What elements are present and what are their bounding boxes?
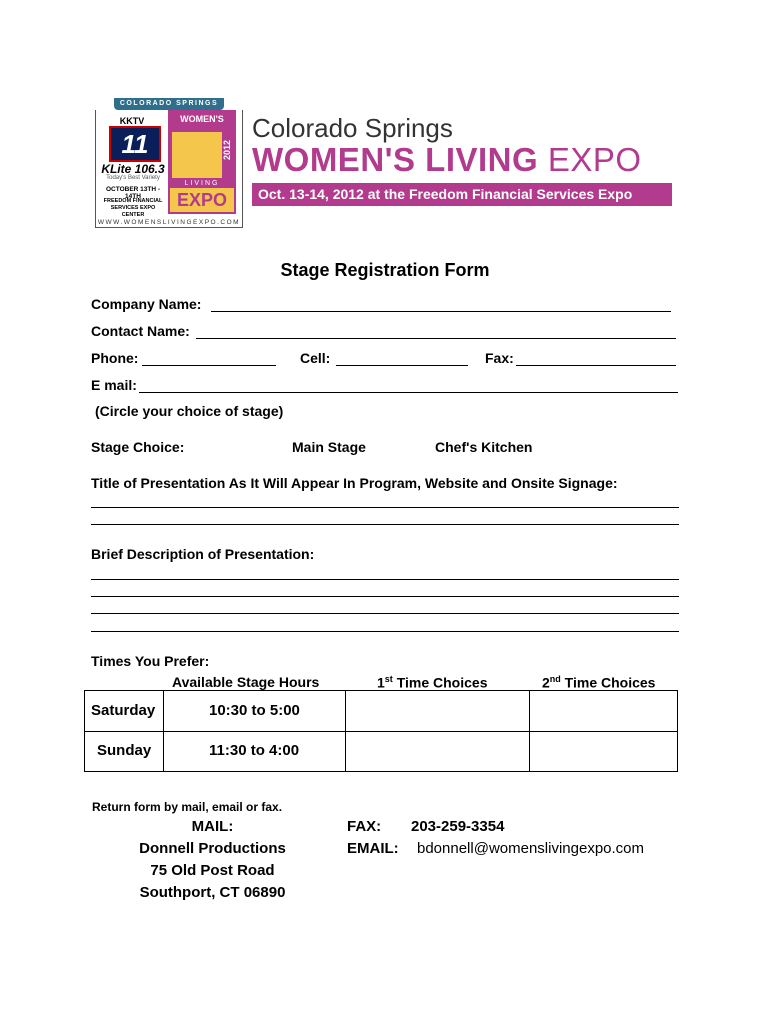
fax-field[interactable] [516,365,676,366]
logo-venue: FREEDOM FINANCIAL SERVICES EXPO CENTER [103,198,163,218]
logo-top-band: COLORADO SPRINGS [95,98,243,110]
mail-label: MAIL: [191,818,234,835]
table-divider [163,691,164,771]
saturday-first-choice-cell[interactable] [347,692,527,730]
presentation-title-line-2[interactable] [91,524,679,525]
times-table [84,690,678,772]
stage-option-chefs-kitchen[interactable]: Chef's Kitchen [435,439,533,455]
logo-expo-text: EXPO [170,188,234,212]
contact-name-label: Contact Name: [91,323,190,339]
email-contact-value[interactable]: bdonnell@womenslivingexpo.com [417,840,645,857]
description-line-3[interactable] [91,613,679,614]
stage-option-main[interactable]: Main Stage [292,439,366,455]
logo-website: WWW.WOMENSLIVINGEXPO.COM [97,219,241,226]
header-city: Colorado Springs [252,113,453,143]
logo-living-text: LIVING [184,180,220,187]
sunday-second-choice-cell[interactable] [531,733,677,771]
second-choice-header: 2nd Time Choices [542,674,656,691]
fax-contact-value: 203-259-3354 [411,818,505,835]
klite-logo-text: KLite 106.3 [101,162,165,176]
table-row-hours: 10:30 to 5:00 [209,702,300,719]
presentation-title-label: Title of Presentation As It Will Appear In Program, Website and Onsite Signage: [91,475,618,491]
klite-tagline: Today's Best Variety [106,175,160,181]
woman-silhouette-icon [172,132,222,178]
channel-11-logo: 11 [109,126,161,162]
description-line-2[interactable] [91,596,679,597]
return-note: Return form by mail, email or fax. [92,800,283,814]
table-row-day: Sunday [97,742,152,759]
header-title-thin: EXPO [538,141,642,178]
stage-choice-label: Stage Choice: [91,439,185,455]
contact-name-field[interactable] [196,338,676,339]
logo-year: 2012 [222,140,232,161]
description-line-1[interactable] [91,579,679,580]
circle-stage-note: (Circle your choice of stage) [95,403,284,419]
email-label: E mail: [91,377,137,393]
available-hours-header: Available Stage Hours [172,674,320,690]
table-row-day: Saturday [91,702,156,719]
table-divider [345,691,346,771]
phone-label: Phone: [91,350,139,366]
description-label: Brief Description of Presentation: [91,546,315,562]
email-field[interactable] [139,392,678,393]
phone-field[interactable] [142,365,276,366]
table-divider [529,691,530,771]
sunday-first-choice-cell[interactable] [347,733,527,771]
times-label: Times You Prefer: [91,653,210,669]
mail-address-line: Southport, CT 06890 [139,884,286,901]
logo-dates: OCTOBER 13TH - 14TH [105,186,161,200]
cell-field[interactable] [336,365,468,366]
header-title [252,141,642,179]
fax-label: Fax: [485,350,514,366]
header-title-bold: WOMEN'S LIVING [252,141,539,178]
fax-contact-label: FAX: [347,818,382,835]
description-line-4[interactable] [91,631,679,632]
cell-label: Cell: [300,350,331,366]
form-title: Stage Registration Form [280,260,490,280]
mail-address-line: Donnell Productions [139,840,286,857]
presentation-title-line-1[interactable] [91,507,679,508]
table-divider [85,731,677,732]
email-contact-label: EMAIL: [347,840,399,857]
company-name-label: Company Name: [91,296,202,312]
logo-womens-text: WOMEN'S [180,114,224,124]
company-name-field[interactable] [211,311,671,312]
mail-address-line: 75 Old Post Road [150,862,275,879]
kktv-logo-text: KKTV [119,116,145,126]
table-row-hours: 11:30 to 4:00 [209,742,300,759]
header-date-banner: Oct. 13-14, 2012 at the Freedom Financial Services Expo Center [252,183,672,206]
first-choice-header: 1st Time Choices [377,674,488,691]
saturday-second-choice-cell[interactable] [531,692,677,730]
